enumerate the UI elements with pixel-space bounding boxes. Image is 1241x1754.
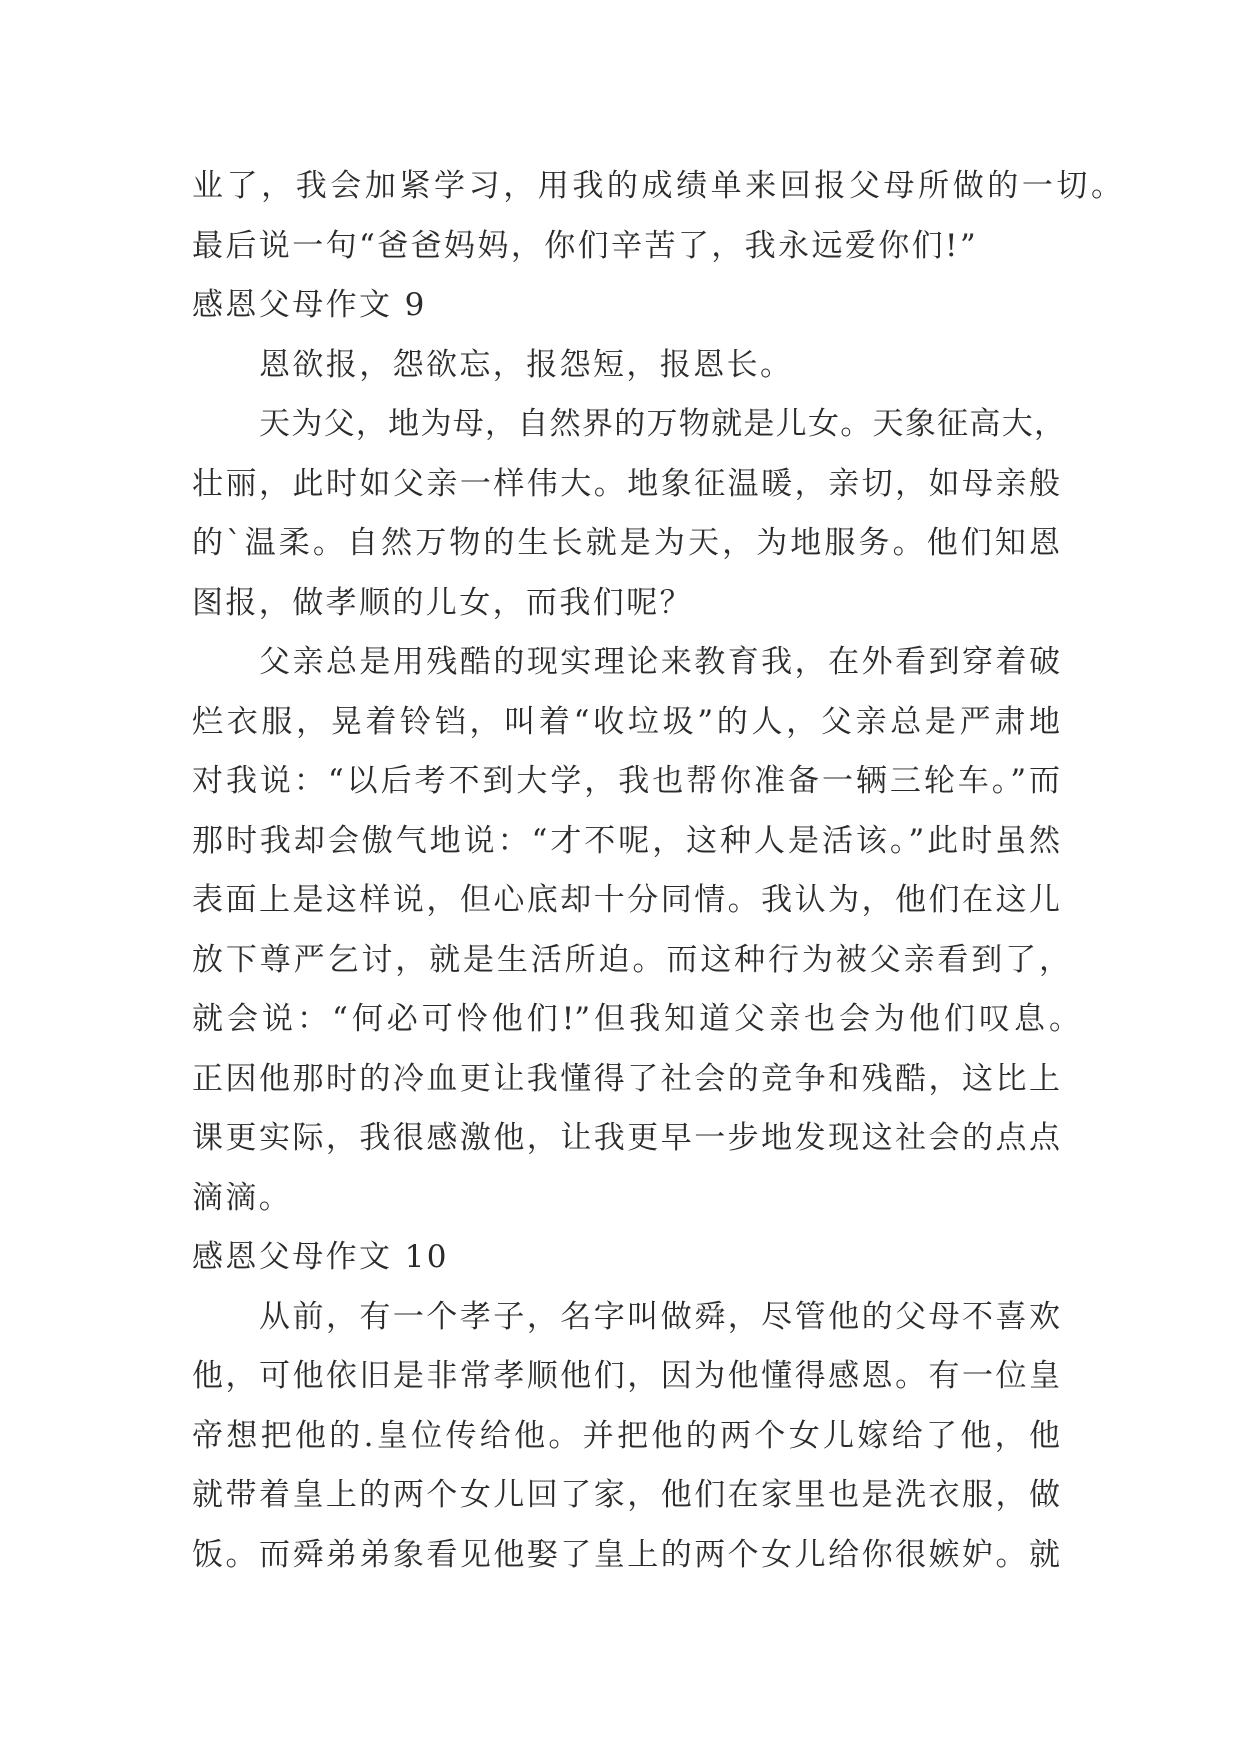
text-line: 业了，我会加紧学习，用我的成绩单来回报父母所做的一切。 <box>192 168 1122 204</box>
text-line: 表面上是这样说，但心底却十分同情。我认为，他们在这儿 <box>192 882 1060 918</box>
text-line: 帝想把他的.皇位传给他。并把他的两个女儿嫁给了他，他 <box>192 1418 1060 1454</box>
text-line: 最后说一句“爸爸妈妈，你们辛苦了，我永远爱你们!” <box>192 228 979 264</box>
text-line: 就带着皇上的两个女儿回了家，他们在家里也是洗衣服，做 <box>192 1477 1060 1513</box>
text-line: 课更实际，我很感激他，让我更早一步地发现这社会的点点 <box>192 1120 1060 1156</box>
text-line: 壮丽，此时如父亲一样伟大。地象征温暖，亲切，如母亲般 <box>192 466 1060 502</box>
text-line: 他，可他依旧是非常孝顺他们，因为他懂得感恩。有一位皇 <box>192 1358 1060 1394</box>
text-line: 那时我却会傲气地说：“才不呢，这种人是活该。”此时虽然 <box>192 823 1060 859</box>
text-line: 的`温柔。自然万物的生长就是为天，为地服务。他们知恩 <box>192 525 1060 561</box>
text-line: 恩欲报，怨欲忘，报怨短，报恩长。 <box>259 347 794 383</box>
text-line: 图报，做孝顺的儿女，而我们呢？ <box>192 585 693 621</box>
text-line: 滴滴。 <box>192 1180 293 1216</box>
text-line: 天为父，地为母，自然界的万物就是儿女。天象征高大， <box>259 406 1065 442</box>
text-line: 正因他那时的冷血更让我懂得了社会的竞争和残酷，这比上 <box>192 1061 1060 1097</box>
text-line: 就会说：“何必可怜他们!”但我知道父亲也会为他们叹息。 <box>192 1001 1080 1037</box>
text-line: 父亲总是用残酷的现实理论来教育我，在外看到穿着破 <box>259 644 1060 680</box>
essay-heading: 感恩父母作文 10 <box>192 1239 449 1275</box>
text-line: 烂衣服，晃着铃铛，叫着“收垃圾”的人，父亲总是严肃地 <box>192 704 1060 740</box>
text-line: 从前，有一个孝子，名字叫做舜，尽管他的父母不喜欢 <box>259 1299 1060 1335</box>
text-line: 放下尊严乞讨，就是生活所迫。而这种行为被父亲看到了， <box>192 942 1070 978</box>
text-line: 对我说：“以后考不到大学，我也帮你准备一辆三轮车。”而 <box>192 763 1060 799</box>
essay-heading: 感恩父母作文 9 <box>192 287 427 323</box>
text-line: 饭。而舜弟弟象看见他娶了皇上的两个女儿给你很嫉妒。就 <box>192 1537 1060 1573</box>
